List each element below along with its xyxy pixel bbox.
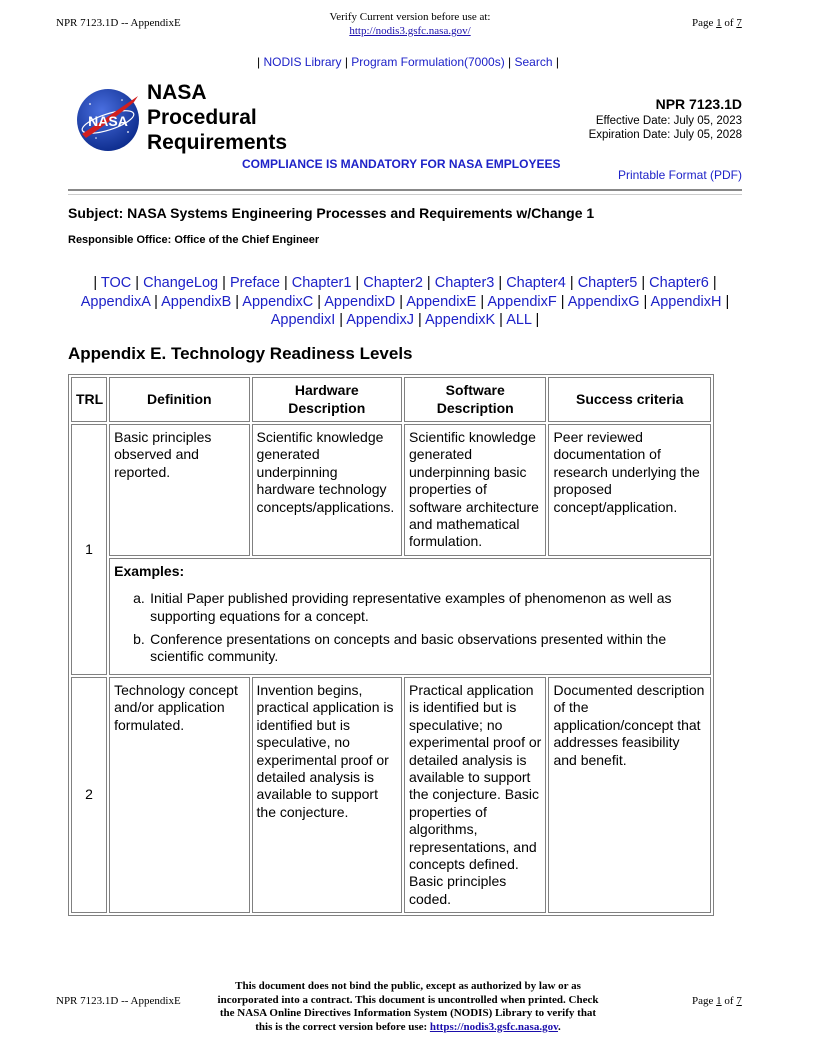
page-total: 7	[736, 17, 742, 29]
brand-line-2: Procedural	[147, 106, 257, 129]
success-cell: Peer reviewed documentation of research underlying the proposed concept/application.	[548, 424, 711, 556]
appendix-heading: Appendix E. Technology Readiness Levels	[68, 344, 413, 363]
of-word: of	[724, 17, 734, 29]
doc-dates	[589, 114, 742, 142]
chapnav-chapter3-link[interactable]: Chapter3	[434, 275, 495, 291]
chapnav-appendixi-link[interactable]: AppendixI	[270, 312, 336, 328]
trl-table-container	[68, 374, 714, 950]
chapnav-appendixc-link[interactable]: AppendixC	[242, 293, 314, 310]
chapter-nav: | TOC | ChangeLog | Preface | Chapter1 | Chapter2 | Chapter3 | Chapter4 | Chapter5 | Chapter6 | AppendixA | AppendixB | AppendixC | AppendixD | AppendixE | AppendixF | AppendixG | AppendixH | AppendixI | AppendixJ | AppendixK | ALL |	[80, 275, 730, 328]
nav-nodis-library-link[interactable]: NODIS Library	[263, 55, 342, 69]
doc-id: NPR 7123.1D	[655, 96, 742, 112]
nav-search-link[interactable]: Search	[514, 55, 553, 69]
footer-disclaimer	[196, 980, 620, 1034]
trl-level-cell: 1	[71, 424, 107, 675]
nav-program-formulation-link[interactable]: Program Formulation(7000s)	[351, 55, 505, 69]
verify-line: Verify Current version before use at:	[329, 11, 491, 23]
logo-text: NASA	[88, 113, 128, 129]
hardware-cell: Invention begins, practical application is identified but is speculative, no experimental proof or detailed analysis is available to support the conjecture.	[252, 677, 402, 913]
brand-title	[147, 80, 287, 155]
header-doc-label: NPR 7123.1D -- AppendixE	[56, 17, 181, 29]
page-total: 7	[736, 995, 742, 1007]
footer-page-indicator	[692, 995, 742, 1007]
table-header-row	[71, 377, 711, 422]
col-header-hardware: Hardware Description	[252, 377, 402, 422]
footer-line-2: incorporated into a contract. This document is uncontrolled when printed. Check	[217, 993, 599, 1006]
examples-list	[114, 590, 706, 666]
chapnav-appendixj-link[interactable]: AppendixJ	[346, 312, 414, 328]
chapnav-chapter5-link[interactable]: Chapter5	[577, 275, 638, 291]
effective-date: Effective Date: July 05, 2023	[595, 115, 742, 127]
footer-line-3: the NASA Online Directives Information System (NODIS) Library to verify that	[219, 1007, 597, 1019]
examples-cell	[109, 558, 711, 675]
chapnav-appendixk-link[interactable]: AppendixK	[425, 312, 496, 328]
list-item	[133, 631, 706, 666]
top-nav: | NODIS Library | Program Formulation(7000s) | Search |	[257, 55, 559, 69]
list-marker: b.	[133, 631, 145, 648]
trl-table	[68, 374, 714, 916]
examples-label: Examples:	[114, 562, 185, 579]
footer-nodis-link[interactable]: https://nodis3.gsfc.nasa.gov	[429, 1020, 558, 1033]
responsible-office: Responsible Office: Office of the Chief Engineer	[68, 234, 320, 246]
list-item-text: Conference presentations on concepts and basic observations presented within the scientific community.	[150, 631, 667, 665]
page-word: Page	[692, 995, 714, 1007]
printable-pdf-link[interactable]: Printable Format (PDF)	[617, 168, 742, 182]
examples-row	[71, 558, 711, 675]
page-word: Page	[692, 17, 714, 29]
hardware-cell: Scientific knowledge generated underpinning hardware technology concepts/applications.	[252, 424, 402, 556]
compliance-notice: COMPLIANCE IS MANDATORY FOR NASA EMPLOYEES	[242, 157, 561, 171]
header-page-indicator	[692, 17, 742, 29]
chapnav-appendixd-link[interactable]: AppendixD	[324, 293, 396, 310]
chapnav-appendixe-link[interactable]: AppendixE	[406, 293, 477, 310]
table-row	[71, 677, 711, 913]
col-header-success: Success criteria	[548, 377, 711, 422]
page-number: 1	[716, 995, 722, 1007]
definition-cell: Basic principles observed and reported.	[109, 424, 249, 556]
page-number: 1	[716, 17, 722, 29]
success-cell: Documented description of the application/concept that addresses feasibility and benefit.	[548, 677, 711, 913]
table-row	[71, 424, 711, 556]
col-header-software: Software Description	[404, 377, 546, 422]
verify-url-link[interactable]: http://nodis3.gsfc.nasa.gov/	[349, 25, 471, 37]
brand-line-1: NASA	[147, 81, 207, 104]
footer-line-1: This document does not bind the public, except as authorized by law or as	[235, 980, 581, 992]
software-cell: Scientific knowledge generated underpinning basic properties of software architecture and mathematical formulation.	[404, 424, 546, 556]
footer-doc-label: NPR 7123.1D -- AppendixE	[56, 995, 181, 1007]
definition-cell: Technology concept and/or application formulated.	[109, 677, 249, 913]
col-header-definition: Definition	[109, 377, 249, 422]
list-item-text: Initial Paper published providing representative examples of phenomenon as well as supporting equations for a concept.	[150, 590, 672, 624]
footer-line-4: this is the correct version before use: https://nodis3.gsfc.nasa.gov.	[255, 1020, 561, 1033]
expiration-date: Expiration Date: July 05, 2028	[588, 129, 742, 141]
header-divider	[68, 189, 742, 195]
col-header-trl: TRL	[71, 377, 107, 422]
chapnav-appendixg-link[interactable]: AppendixG	[567, 293, 640, 310]
subject-line: Subject: NASA Systems Engineering Processes and Requirements w/Change 1	[68, 205, 595, 221]
chapnav-appendixh-link[interactable]: AppendixH	[650, 293, 722, 310]
footer-line-4-text: this is the correct version before use:	[255, 1020, 428, 1033]
chapnav-chapter6-link[interactable]: Chapter6	[649, 275, 709, 291]
chapnav-all-link[interactable]: ALL	[506, 312, 532, 328]
chapnav-toc-link[interactable]: TOC	[100, 275, 132, 291]
brand-line-3: Requirements	[147, 131, 288, 154]
list-marker: a.	[133, 590, 145, 607]
trl-level-cell: 2	[71, 677, 107, 913]
chapnav-changelog-link[interactable]: ChangeLog	[143, 275, 219, 291]
of-word: of	[724, 995, 734, 1007]
chapnav-preface-link[interactable]: Preface	[229, 275, 280, 291]
list-item	[133, 590, 706, 625]
chapnav-chapter1-link[interactable]: Chapter1	[291, 275, 352, 291]
verify-notice	[300, 10, 520, 38]
nasa-meatball-logo-icon	[76, 88, 140, 152]
chapnav-chapter4-link[interactable]: Chapter4	[506, 275, 566, 291]
chapnav-appendixf-link[interactable]: AppendixF	[487, 293, 557, 310]
software-cell: Practical application is identified but is speculative; no experimental proof or detailed analysis is available to support the conjecture. Basic properties of algorithms, representations, and concepts defined. Basic principles coded.	[404, 677, 546, 913]
chapnav-appendixa-link[interactable]: AppendixA	[80, 293, 151, 310]
chapnav-chapter2-link[interactable]: Chapter2	[363, 275, 423, 291]
chapnav-appendixb-link[interactable]: AppendixB	[161, 293, 232, 310]
